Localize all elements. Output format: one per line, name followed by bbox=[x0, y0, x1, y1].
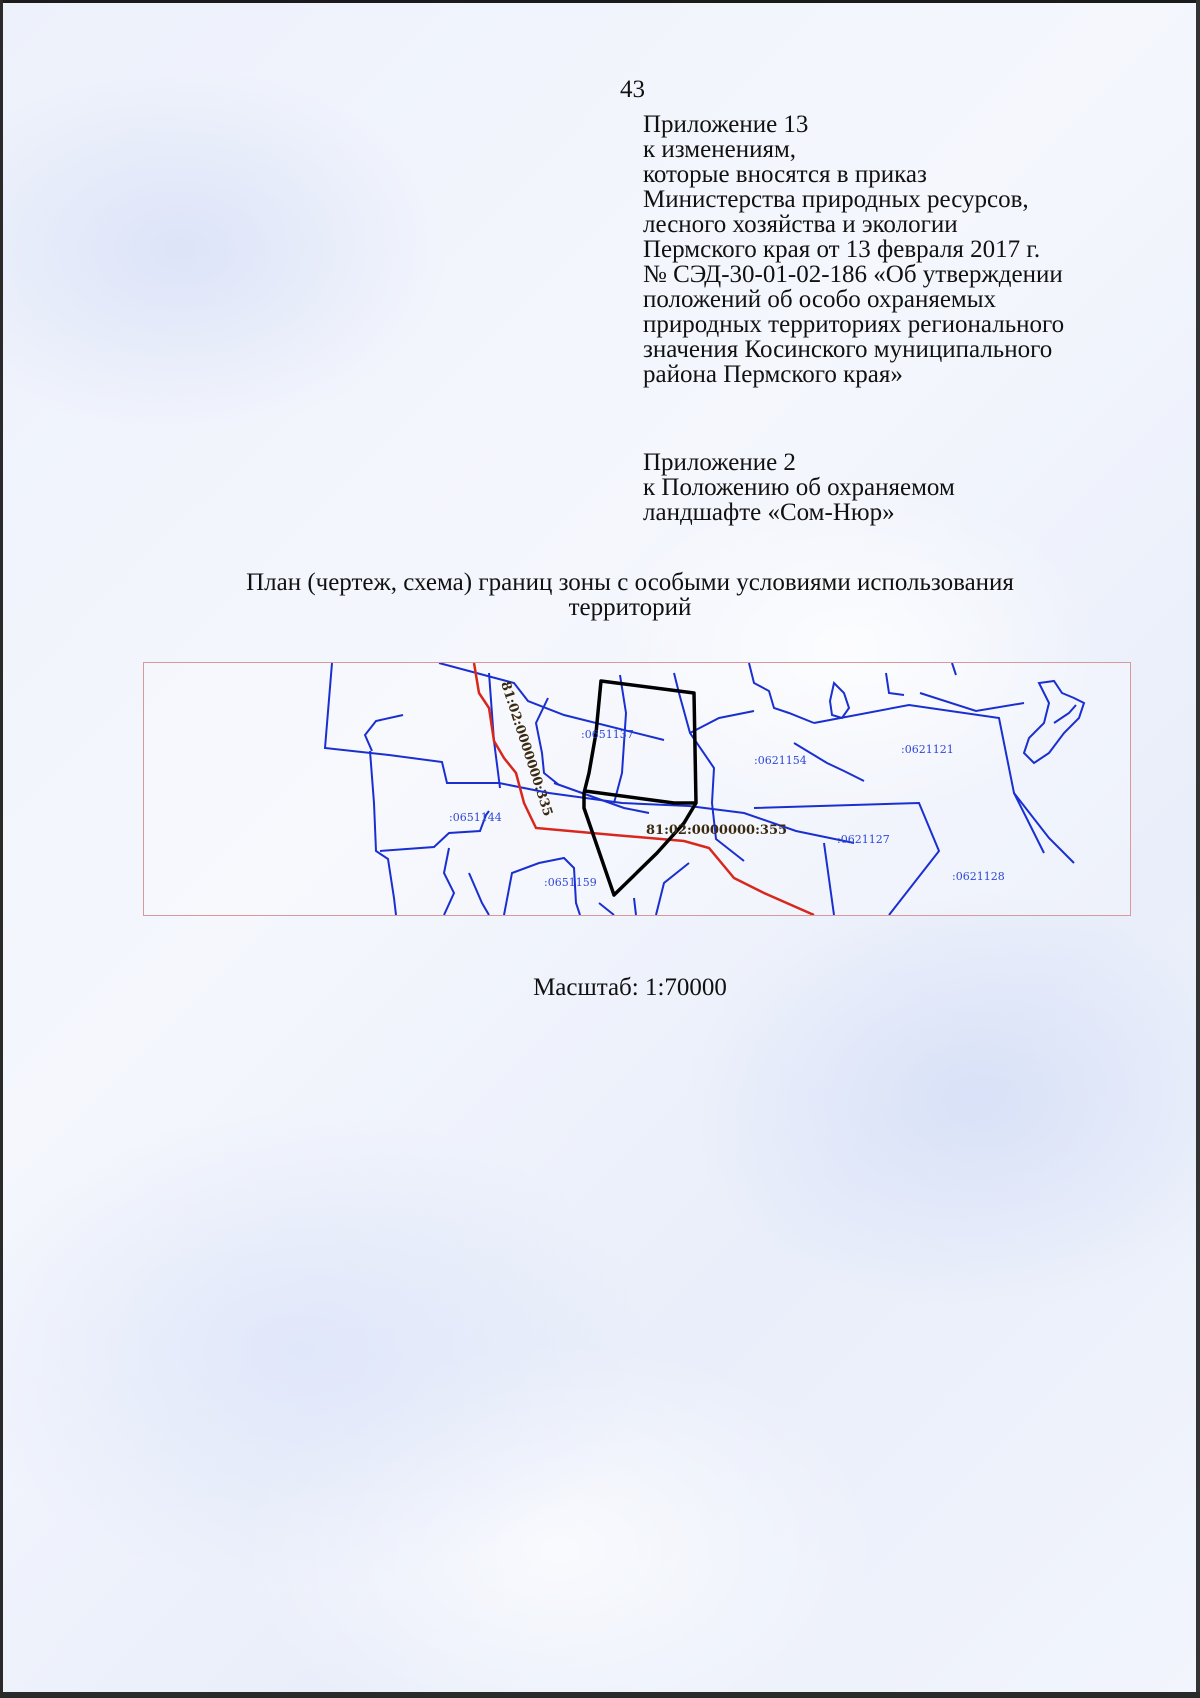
parcel-line bbox=[824, 843, 834, 915]
scan-edge-left bbox=[0, 0, 3, 1698]
appendix-13-line: к изменениям, bbox=[643, 136, 797, 163]
map-svg bbox=[144, 663, 1130, 915]
plan-title bbox=[150, 570, 1110, 620]
appendix-13-line: лесного хозяйства и экологии bbox=[643, 211, 958, 238]
map-scale: Масштаб: 1:70000 bbox=[533, 974, 727, 1001]
appendix-13-line: положений об особо охраняемых bbox=[643, 286, 997, 313]
scan-edge-top bbox=[0, 0, 1200, 3]
boundary-map bbox=[143, 662, 1131, 916]
island-outline bbox=[1054, 705, 1076, 723]
parcel-line bbox=[690, 711, 754, 733]
appendix-13-line: Пермского края от 13 февраля 2017 г. bbox=[643, 236, 1041, 263]
parcel-line bbox=[444, 848, 454, 915]
parcel-line bbox=[469, 873, 489, 915]
parcel-label-0621127: :0621127 bbox=[837, 833, 890, 846]
parcel-line bbox=[599, 903, 614, 915]
parcel-label-0651159: :0651159 bbox=[544, 876, 597, 889]
appendix-13-line: которые вносятся в приказ bbox=[643, 161, 927, 188]
appendix-13-header bbox=[643, 112, 1163, 387]
zone-boundary bbox=[584, 681, 696, 895]
parcel-label-0651137: :0651137 bbox=[581, 728, 634, 741]
parcel-line bbox=[749, 663, 814, 723]
parcel-line bbox=[489, 673, 500, 788]
parcel-line bbox=[325, 663, 854, 843]
plan-title-line-1: План (чертеж, схема) границ зоны с особыми условиями использования bbox=[246, 569, 1014, 596]
parcel-line bbox=[814, 705, 1044, 853]
appendix-2-header bbox=[643, 450, 1163, 525]
parcel-line bbox=[656, 863, 689, 915]
appendix-13-line: природных территориях регионального bbox=[643, 311, 1065, 338]
parcel-label-0621121: :0621121 bbox=[901, 743, 954, 756]
road-label-355: 81:02:0000000:355 bbox=[646, 823, 788, 838]
appendix-13-line: № СЭД-30-01-02-186 «Об утверждении bbox=[643, 261, 1063, 288]
appendix-13-line: Приложение 13 bbox=[643, 111, 809, 138]
road-label-335: 81:02:0000000:335 bbox=[497, 679, 556, 819]
plan-title-line-2: территорий bbox=[568, 594, 692, 621]
appendix-13-line: Министерства природных ресурсов, bbox=[643, 186, 1029, 213]
appendix-2-line: ландшафте «Сом-Нюр» bbox=[643, 499, 895, 526]
parcel-label-0621128: :0621128 bbox=[952, 870, 1005, 883]
scan-edge-right bbox=[1196, 0, 1200, 1698]
parcel-line bbox=[634, 898, 636, 915]
parcel-label-0621154: :0621154 bbox=[754, 754, 807, 767]
appendix-2-line: Приложение 2 bbox=[643, 449, 796, 476]
page-number: 43 bbox=[620, 76, 645, 103]
parcel-label-0651144: :0651144 bbox=[449, 811, 502, 824]
parcel-line bbox=[886, 673, 904, 695]
appendix-13-line: значения Косинского муниципального bbox=[643, 336, 1053, 363]
scan-edge-bottom bbox=[0, 1692, 1200, 1698]
parcel-line bbox=[370, 751, 396, 915]
parcel-line bbox=[754, 803, 939, 915]
parcel-line bbox=[365, 715, 403, 751]
creek-outline bbox=[830, 683, 849, 718]
appendix-13-line: района Пермского края» bbox=[643, 361, 903, 388]
appendix-2-line: к Положению об охраняемом bbox=[643, 474, 955, 501]
parcel-line bbox=[952, 663, 956, 675]
